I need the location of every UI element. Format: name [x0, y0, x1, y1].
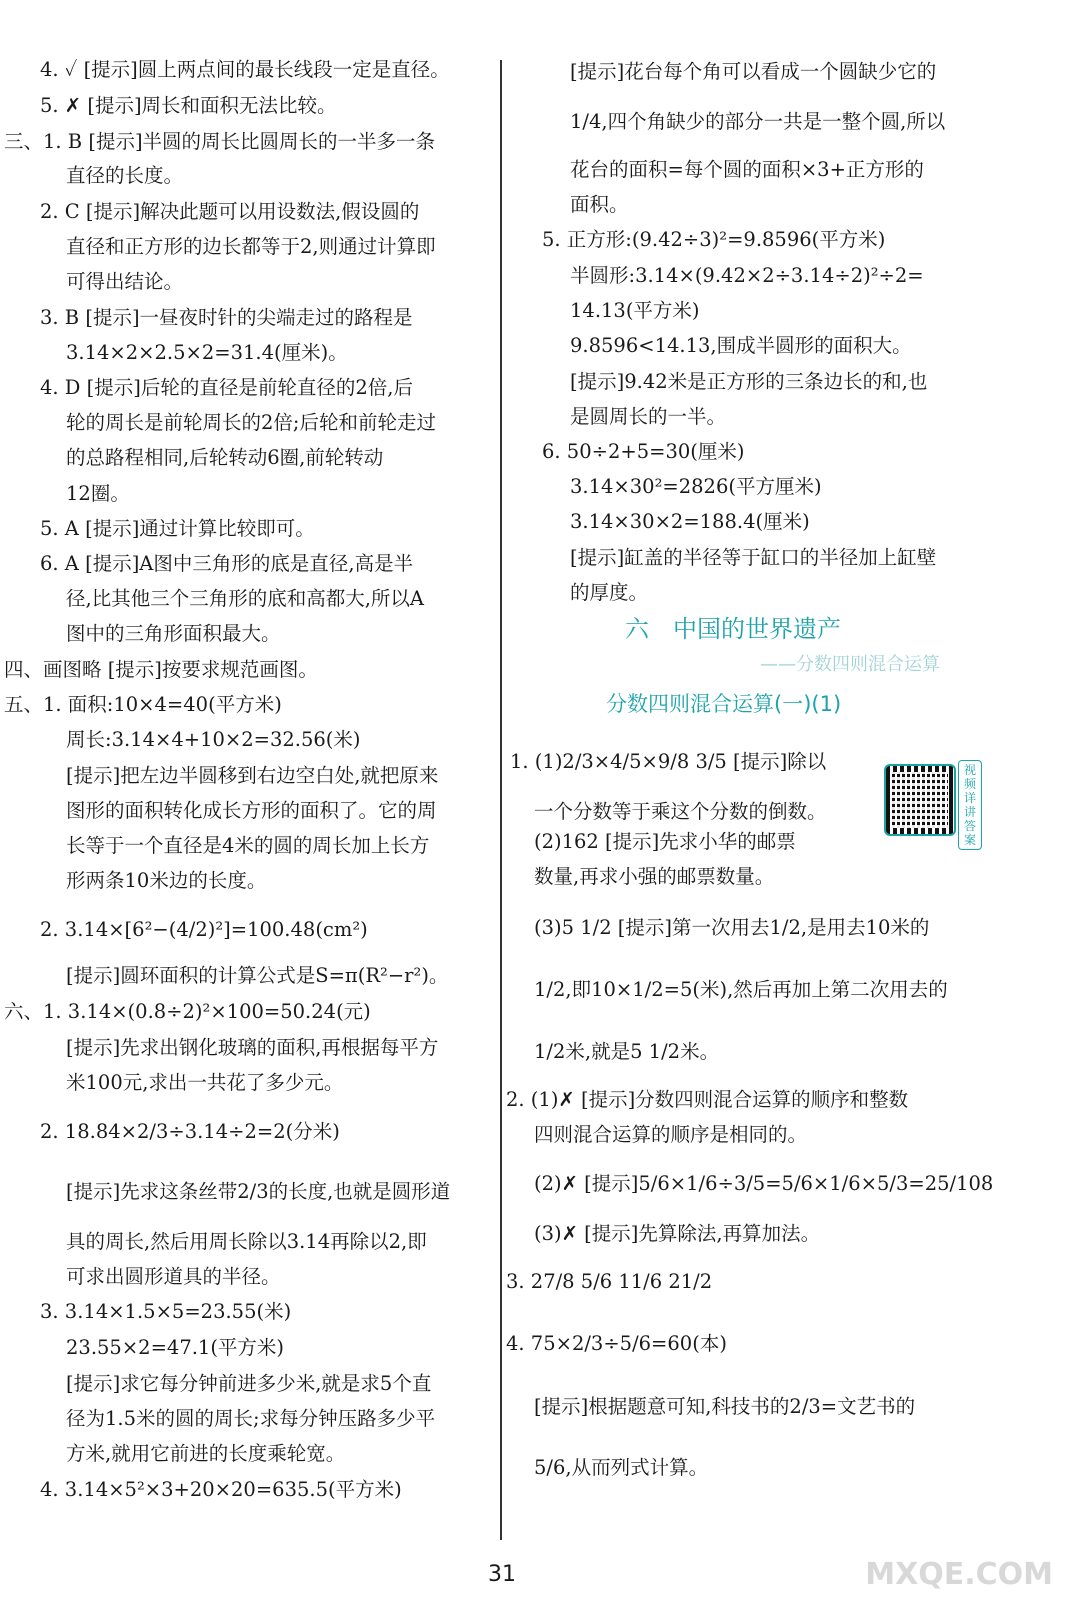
text-line: 1/2米,就是5 1/2米。: [534, 1040, 720, 1063]
text-line: 可求出圆形道具的半径。: [66, 1265, 281, 1288]
text-line: 四、画图略 [提示]按要求规范画图。: [4, 658, 318, 681]
text-line: 六、1. 3.14×(0.8÷2)²×100=50.24(元): [4, 1000, 371, 1023]
text-line: 3.14×30²=2826(平方厘米): [570, 475, 822, 498]
text-line: [提示]9.42米是正方形的三条边长的和,也: [570, 370, 928, 393]
text-line: 4. ✓ [提示]圆上两点间的最长线段一定是直径。: [40, 58, 450, 81]
column-divider: [500, 60, 502, 1540]
text-line: 6. 50÷2+5=30(厘米): [542, 440, 745, 463]
text-line: 数量,再求小强的邮票数量。: [534, 865, 775, 888]
text-line: [提示]花台每个角可以看成一个圆缺少它的: [570, 60, 937, 83]
text-line: [提示]根据题意可知,科技书的2/3=文艺书的: [534, 1395, 916, 1418]
text-line: [提示]圆环面积的计算公式是S=π(R²−r²)。: [66, 964, 449, 987]
text-line: 9.8596<14.13,围成半圆形的面积大。: [570, 334, 912, 357]
text-line: 2. C [提示]解决此题可以用设数法,假设圆的: [40, 200, 420, 223]
text-line: 直径的长度。: [66, 164, 184, 187]
text-line: 径为1.5米的圆的周长;求每分钟压路多少平: [66, 1407, 436, 1430]
text-line: 图形的面积转化成长方形的面积了。它的周: [66, 799, 437, 822]
text-line: 4. 75×2/3÷5/6=60(本): [506, 1332, 727, 1355]
text-line: 3.14×30×2=188.4(厘米): [570, 510, 810, 533]
text-line: 形两条10米边的长度。: [66, 869, 267, 892]
page-number: 31: [488, 1562, 516, 1587]
text-line: 1/2,即10×1/2=5(米),然后再加上第二次用去的: [534, 978, 948, 1001]
text-line: 5. ✗ [提示]周长和面积无法比较。: [40, 94, 337, 117]
text-line: (3)5 1/2 [提示]第一次用去1/2,是用去10米的: [534, 916, 930, 939]
text-line: 4. D [提示]后轮的直径是前轮直径的2倍,后: [40, 376, 413, 399]
text-line: 3. B [提示]一昼夜时针的尖端走过的路程是: [40, 306, 413, 329]
text-line: 6. A [提示]A图中三角形的底是直径,高是半: [40, 552, 414, 575]
text-line: 1. (1)2/3×4/5×9/8 3/5 [提示]除以: [510, 750, 827, 773]
text-line: 3. 27/8 5/6 11/6 21/2: [506, 1270, 713, 1293]
text-line: (3)✗ [提示]先算除法,再算加法。: [534, 1222, 821, 1245]
text-line: 图中的三角形面积最大。: [66, 622, 281, 645]
text-line: 面积。: [570, 193, 629, 216]
text-line: [提示]缸盖的半径等于缸口的半径加上缸壁: [570, 546, 937, 569]
text-line: 2. 3.14×[6²−(4/2)²]=100.48(cm²): [40, 918, 368, 941]
qr-label: 视频详讲答案: [958, 760, 982, 850]
text-line: 一个分数等于乘这个分数的倒数。: [534, 800, 827, 823]
text-line: 五、1. 面积:10×4=40(平方米): [4, 693, 282, 716]
qr-code-icon[interactable]: [884, 764, 956, 836]
text-line: 5. 正方形:(9.42÷3)²=9.8596(平方米): [542, 228, 886, 251]
text-line: 3. 3.14×1.5×5=23.55(米): [40, 1300, 292, 1323]
text-line: 的总路程相同,后轮转动6圈,前轮转动: [66, 446, 384, 469]
text-line: 23.55×2=47.1(平方米): [66, 1336, 285, 1359]
text-line: 2. (1)✗ [提示]分数四则混合运算的顺序和整数: [506, 1088, 909, 1111]
text-line: 可得出结论。: [66, 270, 184, 293]
text-line: 12圈。: [66, 482, 130, 505]
text-line: 4. 3.14×5²×3+20×20=635.5(平方米): [40, 1478, 402, 1501]
text-line: 的厚度。: [570, 581, 649, 604]
text-line: [提示]把左边半圆移到右边空白处,就把原来: [66, 764, 439, 787]
text-line: 四则混合运算的顺序是相同的。: [534, 1123, 808, 1146]
text-line: [提示]求它每分钟前进多少米,就是求5个直: [66, 1372, 432, 1395]
text-line: 是圆周长的一半。: [570, 405, 727, 428]
text-line: 14.13(平方米): [570, 299, 700, 322]
section-title: 六 中国的世界遗产: [625, 615, 841, 643]
text-line: 5/6,从而列式计算。: [534, 1456, 709, 1479]
text-line: 2. 18.84×2/3÷3.14÷2=2(分米): [40, 1120, 340, 1143]
text-line: 花台的面积=每个圆的面积×3+正方形的: [570, 158, 924, 181]
text-line: 具的周长,然后用周长除以3.14再除以2,即: [66, 1230, 427, 1253]
text-line: 方米,就用它前进的长度乘轮宽。: [66, 1442, 346, 1465]
section-subtitle: ——分数四则混合运算: [760, 654, 940, 675]
text-line: 轮的周长是前轮周长的2倍;后轮和前轮走过: [66, 411, 436, 434]
text-line: (2)162 [提示]先求小华的邮票: [534, 830, 796, 853]
text-line: 3.14×2×2.5×2=31.4(厘米)。: [66, 341, 348, 364]
text-line: [提示]先求出钢化玻璃的面积,再根据每平方: [66, 1036, 439, 1059]
text-line: 径,比其他三个三角形的底和高都大,所以A: [66, 587, 424, 610]
text-line: 5. A [提示]通过计算比较即可。: [40, 517, 315, 540]
text-line: 半圆形:3.14×(9.42×2÷3.14÷2)²÷2=: [570, 264, 924, 287]
text-line: 三、1. B [提示]半圆的周长比圆周长的一半多一条: [4, 130, 436, 153]
text-line: 长等于一个直径是4米的圆的周长加上长方: [66, 834, 430, 857]
text-line: (2)✗ [提示]5/6×1/6÷3/5=5/6×1/6×5/3=25/108: [534, 1172, 994, 1195]
watermark: MXQE.COM: [865, 1557, 1053, 1592]
text-line: [提示]先求这条丝带2/3的长度,也就是圆形道: [66, 1180, 451, 1203]
lesson-title: 分数四则混合运算(一)(1): [606, 692, 842, 716]
text-line: 1/4,四个角缺少的部分一共是一整个圆,所以: [570, 110, 946, 133]
text-line: 周长:3.14×4+10×2=32.56(米): [66, 728, 361, 751]
text-line: 直径和正方形的边长都等于2,则通过计算即: [66, 235, 436, 258]
text-line: 米100元,求出一共花了多少元。: [66, 1071, 344, 1094]
